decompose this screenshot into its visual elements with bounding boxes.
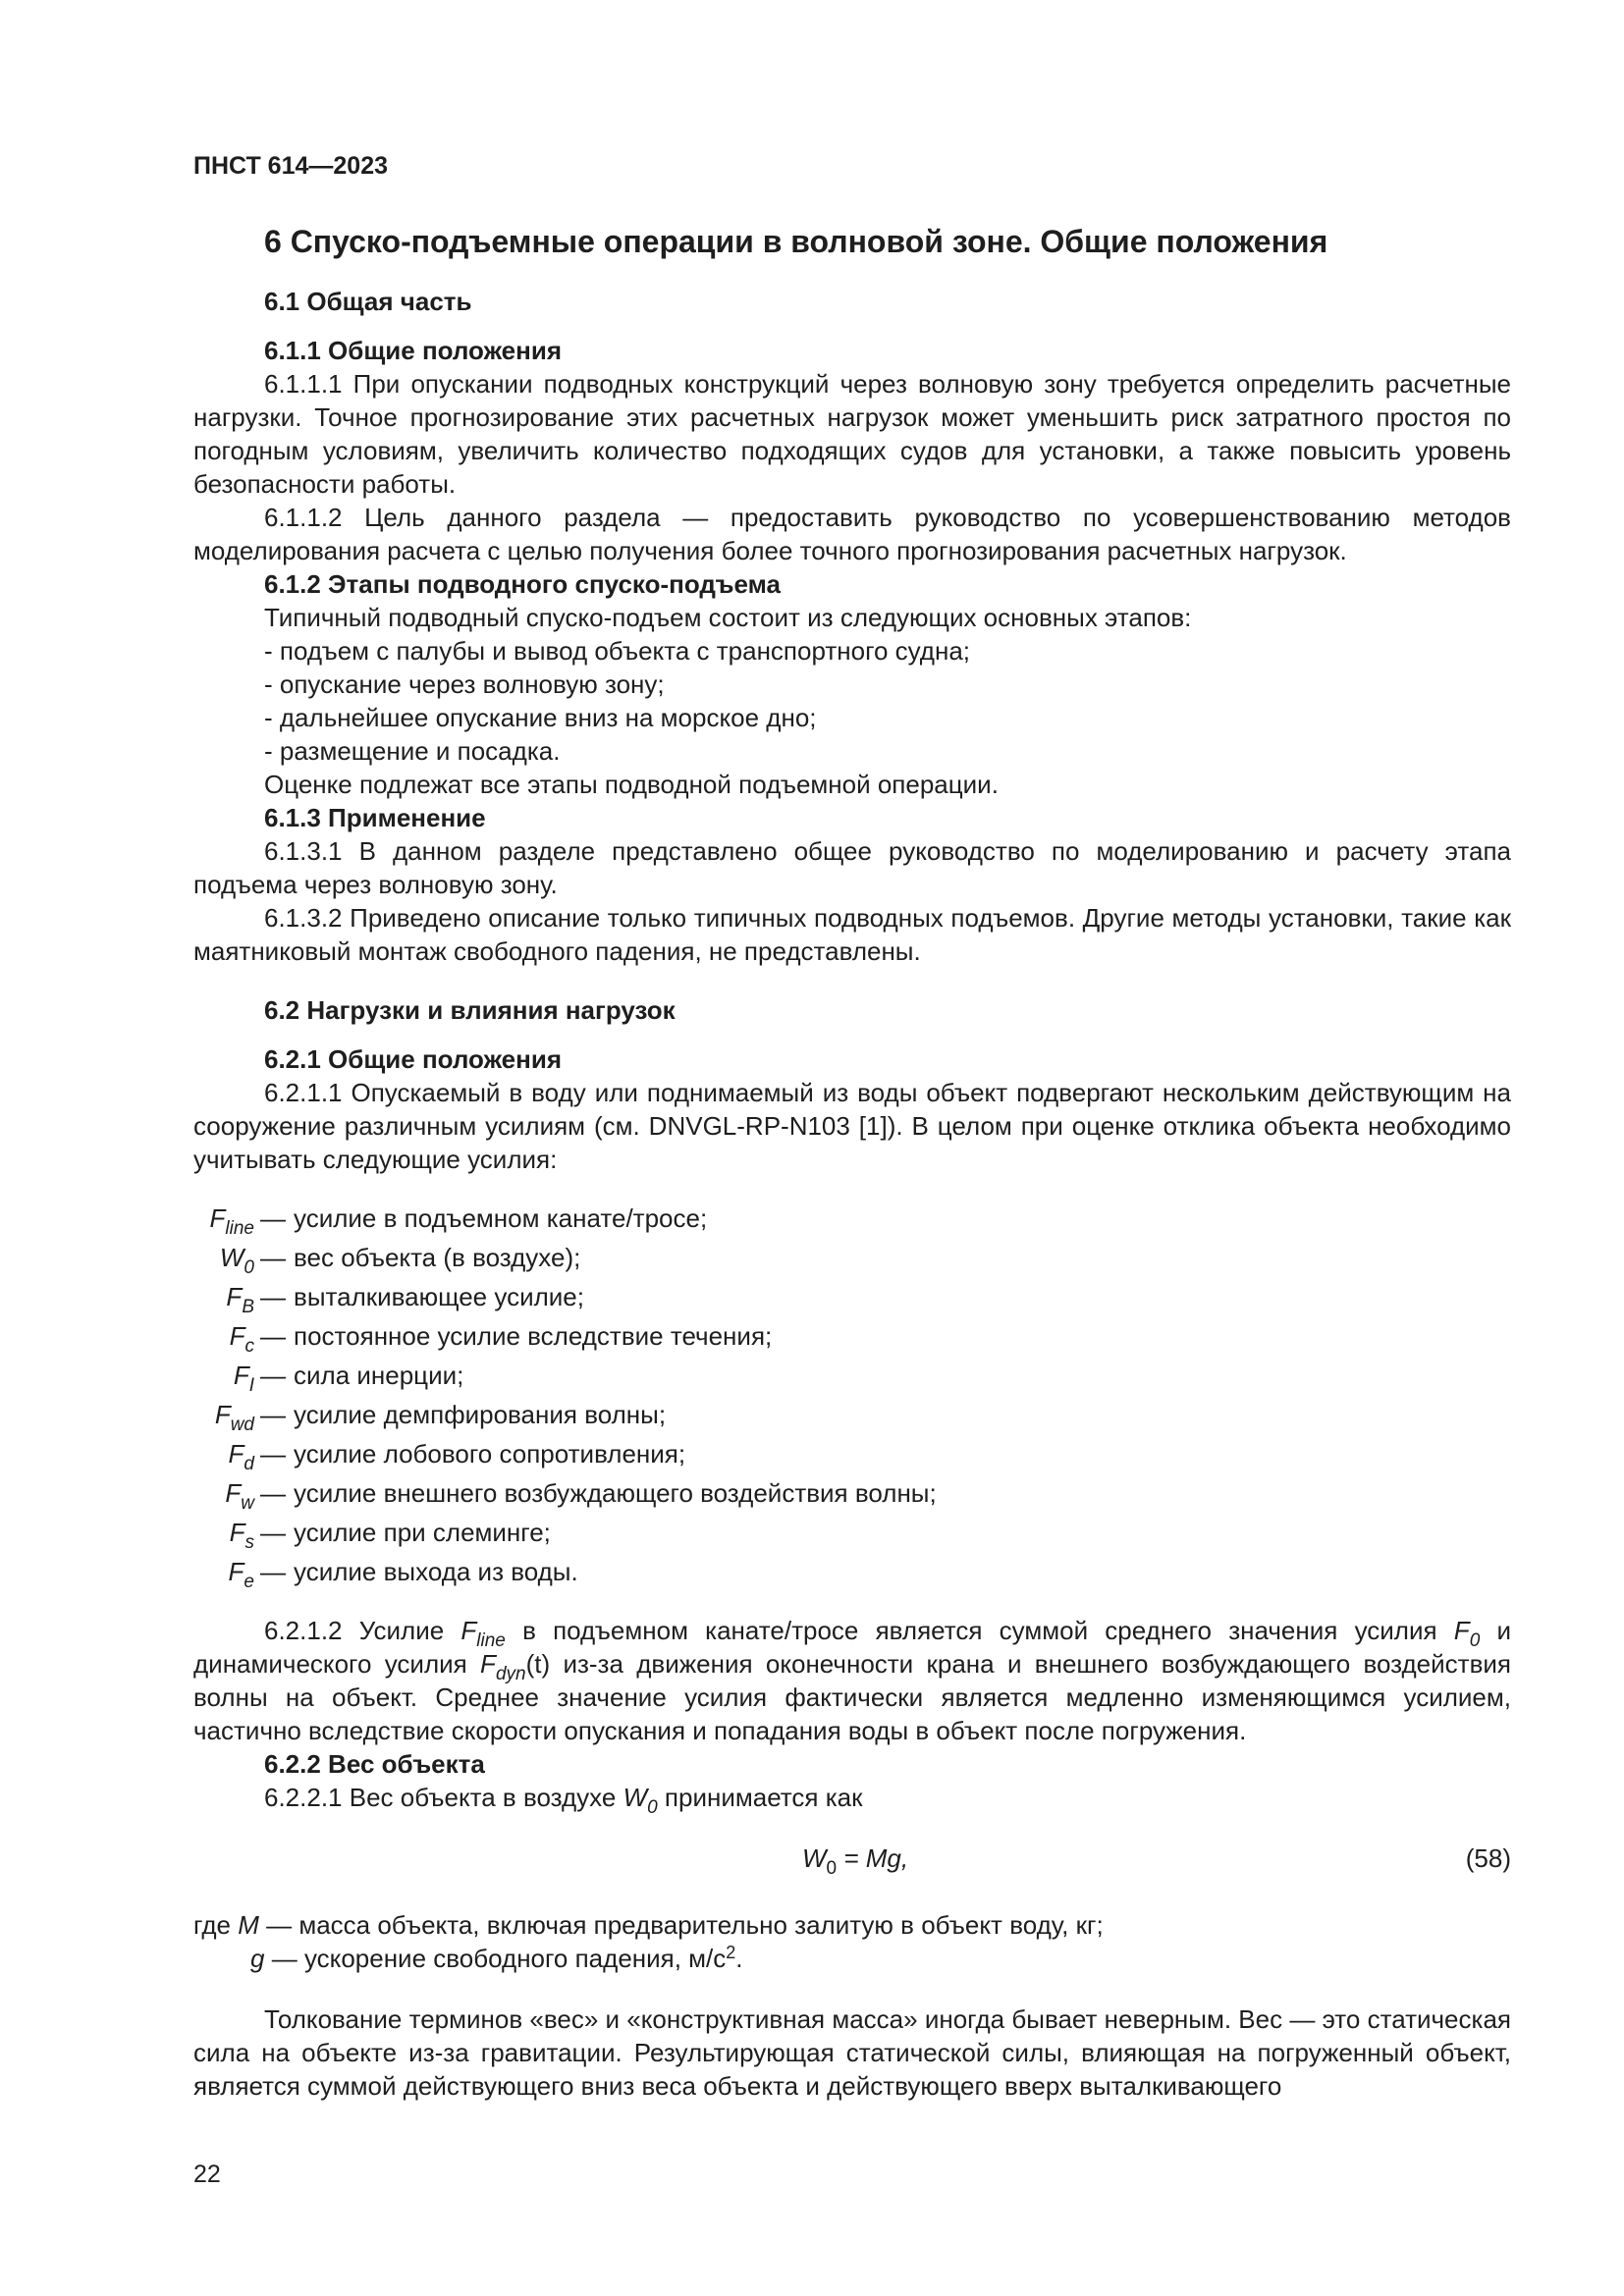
document-id-header: ПНСТ 614—2023 xyxy=(193,152,388,180)
definition-row: $F_c$ — постоянное усилие вследствие течения; xyxy=(193,1319,1511,1359)
force-definitions xyxy=(193,1201,1511,1594)
symbol: $F_c$ xyxy=(229,1321,254,1357)
definition-row: $F_w$ — усилие внешнего возбуждающего воздействия волны; xyxy=(193,1476,1511,1516)
definition-text: усилие демпфирования волны; xyxy=(294,1400,667,1429)
definition-row: $F_s$ — усилие при слеминге; xyxy=(193,1516,1511,1555)
definition-text: выталкивающее усилие; xyxy=(294,1282,584,1311)
stages-list xyxy=(264,634,1511,768)
definition-text: вес объекта (в воздухе); xyxy=(294,1243,581,1272)
paragraph-final: Толкование терминов «вес» и «конструктивная масса» иногда бывает неверным. Вес — это статическая сила на объекте из-за гравитации. Результирующая статической силы, влияющая на погруженный объект, является суммой действующего вниз веса объекта и действующего вверх выталкивающего xyxy=(193,2004,1511,2101)
paragraph-6-1-1-1: 6.1.1.1 При опускании подводных конструкций через волновую зону требуется определить расчетные нагрузки. Точное прогнозирование этих расчетных нагрузок может уменьшить риск затратного простоя по погодным условиям, увеличить количество подходящих судов для установки, а также повысить уровень безопасности работы. xyxy=(193,369,1511,499)
section-6-2-title: 6.2 Нагрузки и влияния нагрузок xyxy=(264,995,676,1025)
definition-text: усилие при слеминге; xyxy=(294,1518,551,1547)
list-item: - размещение и посадка. xyxy=(264,734,1511,768)
symbol: $F_w$ xyxy=(225,1478,254,1514)
paragraph-6-1-3-1: 6.1.3.1 В данном разделе представлено общее руководство по моделированию и расчету этапа подъема через волновую зону. xyxy=(193,836,1511,899)
definition-row: $F_I$ — сила инерции; xyxy=(193,1359,1511,1398)
page-number: 22 xyxy=(193,2161,221,2188)
definition-text: усилие в подъемном канате/тросе; xyxy=(294,1203,708,1233)
definition-row: $F_e$ — усилие выхода из воды. xyxy=(193,1555,1511,1594)
section-6-2-1-title: 6.2.1 Общие положения xyxy=(264,1044,562,1074)
definition-row: $W_0$ — вес объекта (в воздухе); xyxy=(193,1241,1511,1280)
definition-text: усилие выхода из воды. xyxy=(294,1557,578,1586)
paragraph-6-1-3-2: 6.1.3.2 Приведено описание только типичных подводных подъемов. Другие методы установки, такие как маятниковый монтаж свободного падения, не представлены. xyxy=(193,903,1511,966)
definition-text: усилие внешнего возбуждающего воздействия волны; xyxy=(294,1478,937,1508)
where-block xyxy=(193,1908,1511,1975)
paragraph-6-1-1-2: 6.1.1.2 Цель данного раздела — предоставить руководство по усовершенствованию методов моделирования расчета с целью получения более точного прогнозирования расчетных нагрузок. xyxy=(193,503,1511,565)
section-6-1-2-title: 6.1.2 Этапы подводного спуско-подъема xyxy=(264,569,781,599)
symbol: $F_I$ xyxy=(233,1361,254,1396)
definition-text: сила инерции; xyxy=(294,1361,464,1390)
formula: $W_0 = Mg$, xyxy=(802,1843,909,1879)
section-6-1-3-title: 6.1.3 Применение xyxy=(264,803,486,832)
symbol: $F_d$ xyxy=(228,1439,254,1474)
symbol: $F_{line}$ xyxy=(209,1203,254,1239)
section-6-2-2-title: 6.2.2 Вес объекта xyxy=(264,1749,485,1779)
paragraph-6-2-1-1: 6.2.1.1 Опускаемый в воду или поднимаемый из воды объект подвергают нескольким действующим на сооружение различным усилиям (см. DNVGL-RP-N103 [1]). В целом при оценке отклика объекта необходимо учитывать следующие усилия: xyxy=(193,1078,1511,1174)
page-content xyxy=(193,222,1511,2103)
symbol: $F_s$ xyxy=(229,1518,254,1553)
definition-row: $F_d$ — усилие лобового сопротивления; xyxy=(193,1437,1511,1476)
stages-outro: Оценке подлежат все этапы подводной подъемной операции. xyxy=(264,770,999,799)
definition-text: постоянное усилие вследствие течения; xyxy=(294,1321,773,1351)
definition-row: $F_{wd}$ — усилие демпфирования волны; xyxy=(193,1398,1511,1437)
section-6-title: 6 Спуско-подъемные операции в волновой зоне. Общие положения xyxy=(264,224,1328,259)
where-row: g — ускорение свободного падения, $м/с^2$. xyxy=(250,1943,743,1973)
symbol: $F_B$ xyxy=(226,1282,254,1317)
section-6-1-1-title: 6.1.1 Общие положения xyxy=(264,336,562,365)
equation-number: (58) xyxy=(1465,1843,1511,1873)
paragraph-6-2-2-1: 6.2.2.1 Вес объекта в воздухе $W_0$ принимается как xyxy=(264,1783,863,1818)
equation-58 xyxy=(193,1842,1511,1881)
list-item: - дальнейшее опускание вниз на морское дно; xyxy=(264,701,1511,734)
section-6-1-title: 6.1 Общая часть xyxy=(264,287,472,316)
symbol: $W_0$ xyxy=(219,1243,254,1278)
where-row: где M — масса объекта, включая предварительно залитую в объект воду, кг; xyxy=(193,1910,1104,1940)
definition-row: $F_B$ — выталкивающее усилие; xyxy=(193,1280,1511,1319)
definition-text: усилие лобового сопротивления; xyxy=(294,1439,686,1468)
symbol: $F_e$ xyxy=(228,1557,254,1592)
symbol: $F_{wd}$ xyxy=(214,1400,254,1435)
list-item: - опускание через волновую зону; xyxy=(264,667,1511,701)
stages-intro: Типичный подводный спуско-подъем состоит из следующих основных этапов: xyxy=(264,603,1192,632)
list-item: - подъем с палубы и вывод объекта с транспортного судна; xyxy=(264,634,1511,667)
paragraph-6-2-1-2: 6.2.1.2 Усилие $F_{line}$ в подъемном канате/тросе является суммой среднего значения усилия $F_0$ и динамического усилия $F_{dyn}(t)$ из-за движения оконечности крана и внешнего возбуждающего воздействия волны на объект. Среднее значение усилия фактически является медленно изменяющимся усилием, частично вследствие скорости опускания и попадания воды в объект после погружения. xyxy=(193,1616,1511,1745)
definition-row: $F_{line}$ — усилие в подъемном канате/тросе; xyxy=(193,1201,1511,1241)
